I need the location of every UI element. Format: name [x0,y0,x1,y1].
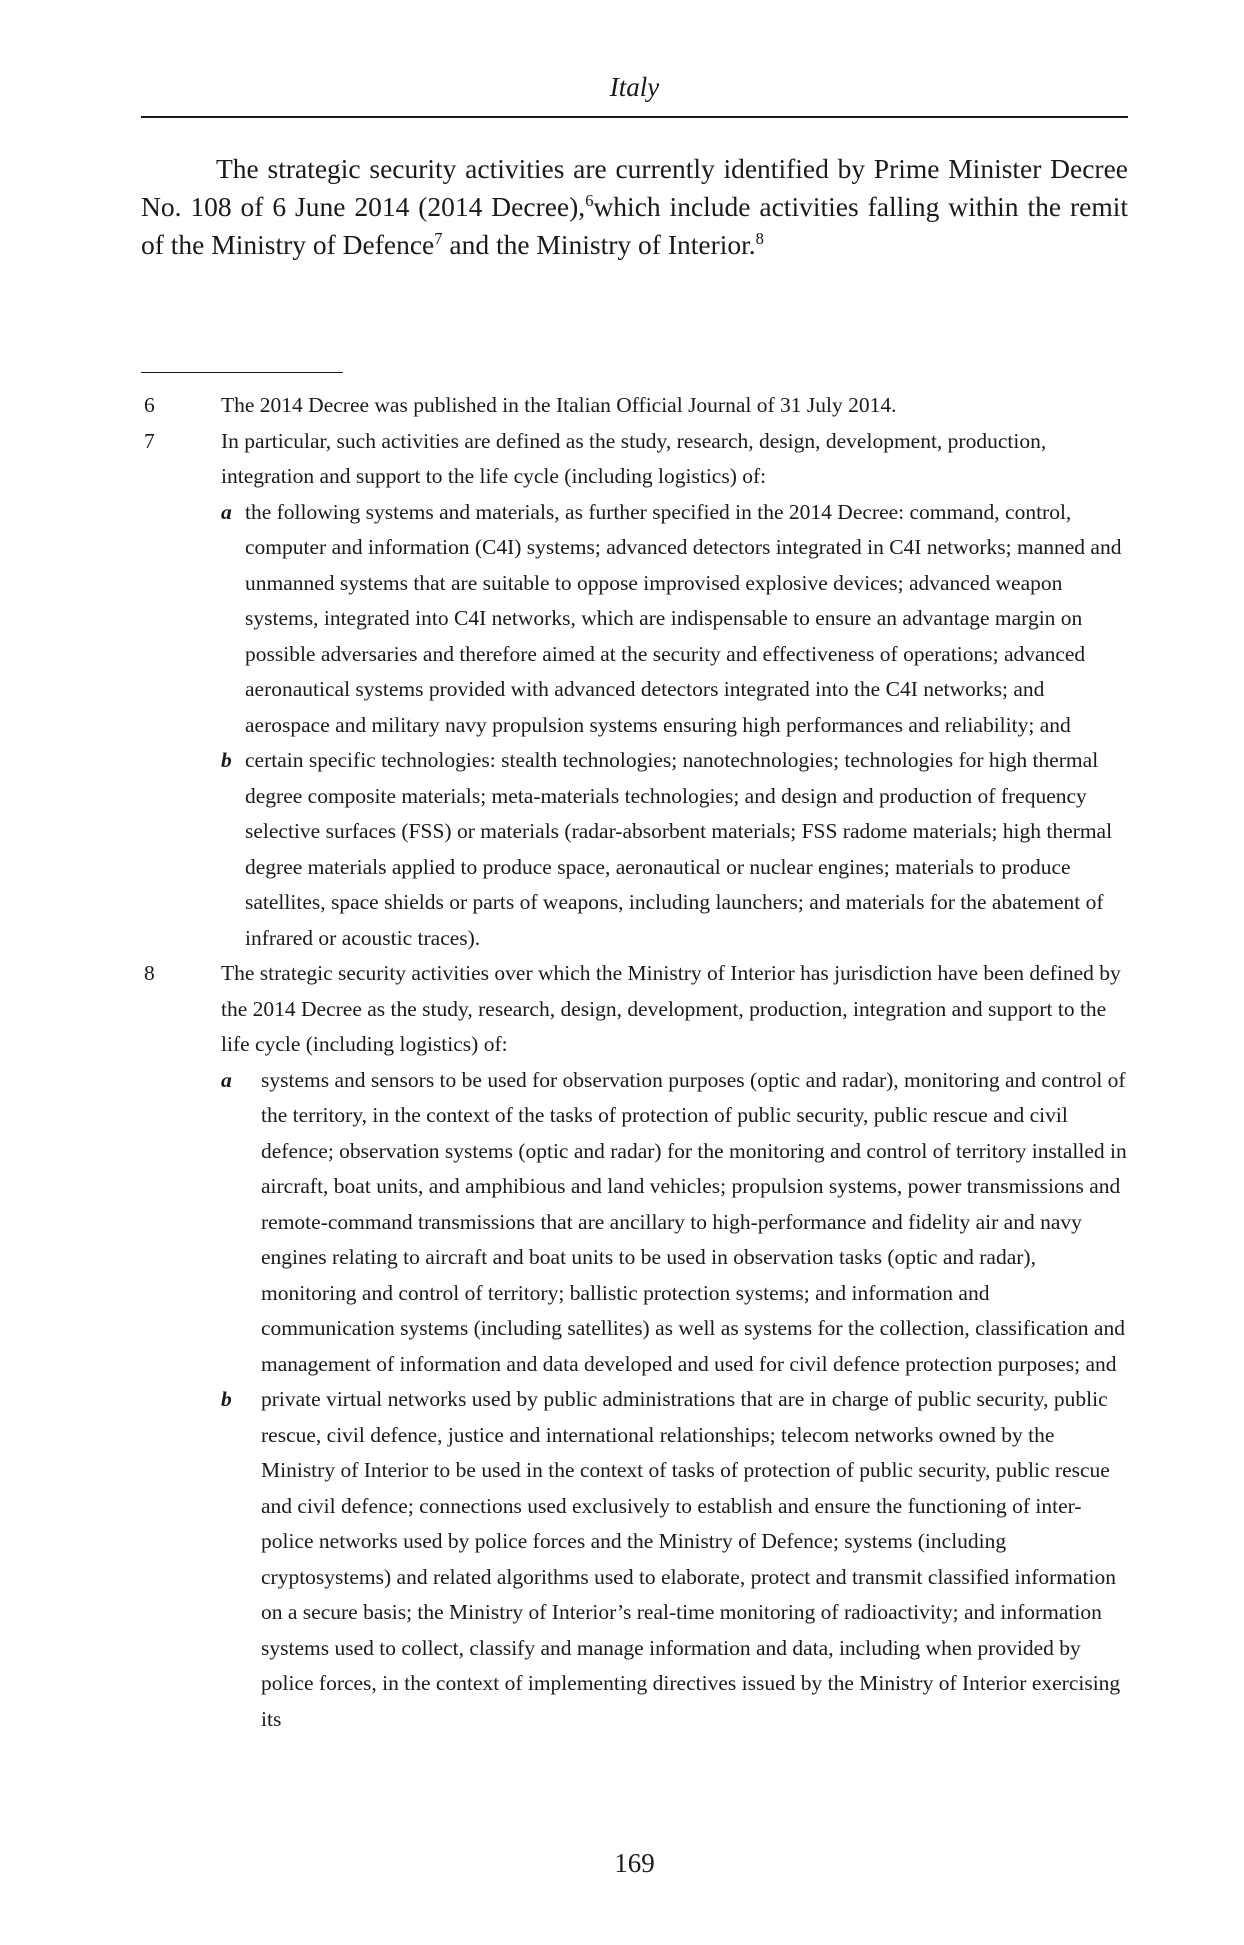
body-text-part-1: The strategic security activities are currently identified by Prime Minister Decree No. 108 of 6 June 2014 (2014 Decree), [141,153,1128,222]
page-number: 169 [614,1848,655,1878]
item-text: private virtual networks used by public administrations that are in charge of public security, public rescue, civil defence, justice and international relationships; telecom networks owned by the Ministry of Interior to be used in the context of tasks of protection of public security, public rescue and civil defence; connections used exclusively to establish and ensure the functioning of inter-police networks used by police forces and the Ministry of Defence; systems (including cryptosystems) and related algorithms used to elaborate, protect and transmit classified information on a secure basis; the Ministry of Interior’s real-time monitoring of radioactivity; and information systems used to collect, classify and manage information and data, including when provided by police forces, in the context of implementing directives issued by the Ministry of Interior exercising its [261,1387,1121,1731]
item-text: certain specific technologies: stealth technologies; nanotechnologies; technologies for high thermal degree composite materials; meta-materials technologies; and design and production of frequency selective surfaces (FSS) or materials (radar-absorbent materials; FSS radome materials; high thermal degree materials applied to produce space, aeronautical or nuclear engines; materials to produce satellites, space shields or parts of weapons, including launchers; and materials for the abatement of infrared or acoustic traces). [245,748,1113,950]
footnote-7 [141,424,1128,957]
running-header-title: Italy [609,72,660,102]
item-letter: a [221,499,232,524]
footnote-ref-6[interactable]: 6 [585,190,594,210]
footnote-number: 8 [144,961,155,985]
item-letter: a [221,1067,232,1092]
footnote-number: 6 [144,393,155,417]
footnote-8 [141,956,1128,1737]
footnote-ref-8[interactable]: 8 [755,228,764,248]
footnote-6 [141,388,1128,424]
footnote-7-item-b [221,743,1128,956]
footnote-text: The 2014 Decree was published in the Italian Official Journal of 31 July 2014. [221,393,897,417]
item-text: systems and sensors to be used for observation purposes (optic and radar), monitoring and control of the territory, in the context of the tasks of protection of public security, public rescue and civil defence; observation systems (optic and radar) for the monitoring and control of territory installed in aircraft, boat units, and amphibious and land vehicles; propulsion systems, power transmissions and remote-command transmissions that are ancillary to high-performance and fidelity air and navy engines relating to aircraft and boat units to be used in observation tasks (optic and radar), monitoring and control of territory; ballistic protection systems; and information and communication systems (including satellites) as well as systems for the collection, classification and management of information and data developed and used for civil defence protection purposes; and [261,1067,1127,1376]
item-text: the following systems and materials, as further specified in the 2014 Decree: command, control, computer and information (C4I) systems; advanced detectors integrated in C4I networks; manned and unmanned systems that are suitable to oppose improvised explosive devices; advanced weapon systems, integrated into C4I networks, which are indispensable to ensure an advantage margin on possible adversaries and therefore aimed at the security and effectiveness of operations; advanced aeronautical systems provided with advanced detectors integrated into the C4I networks; and aerospace and military navy propulsion systems ensuring high performances and reliability; and [245,499,1122,737]
body-text-part-2: which include activities falling within the remit of the Ministry of Defence [141,191,1128,260]
footnotes-section [141,388,1128,1737]
footnote-8-item-b [221,1382,1128,1737]
body-paragraph [141,150,1128,264]
footnote-7-item-a [221,495,1128,744]
footnote-8-item-a [221,1063,1128,1383]
footnote-separator-rule [141,372,343,373]
body-text-part-3: and the Ministry of Interior. [442,229,756,260]
header-rule [141,116,1128,118]
item-letter: b [221,748,232,772]
footnote-number: 7 [144,428,155,453]
footnote-ref-7[interactable]: 7 [434,228,443,248]
footnote-intro: In particular, such activities are defined as the study, research, design, development, production, integration and support to the life cycle (including logistics) of: [221,428,1047,488]
item-letter: b [221,1387,232,1411]
footnote-intro: The strategic security activities over which the Ministry of Interior has jurisdiction have been defined by the 2014 Decree as the study, research, design, development, production, integration and support to the life cycle (including logistics) of: [221,961,1121,1056]
